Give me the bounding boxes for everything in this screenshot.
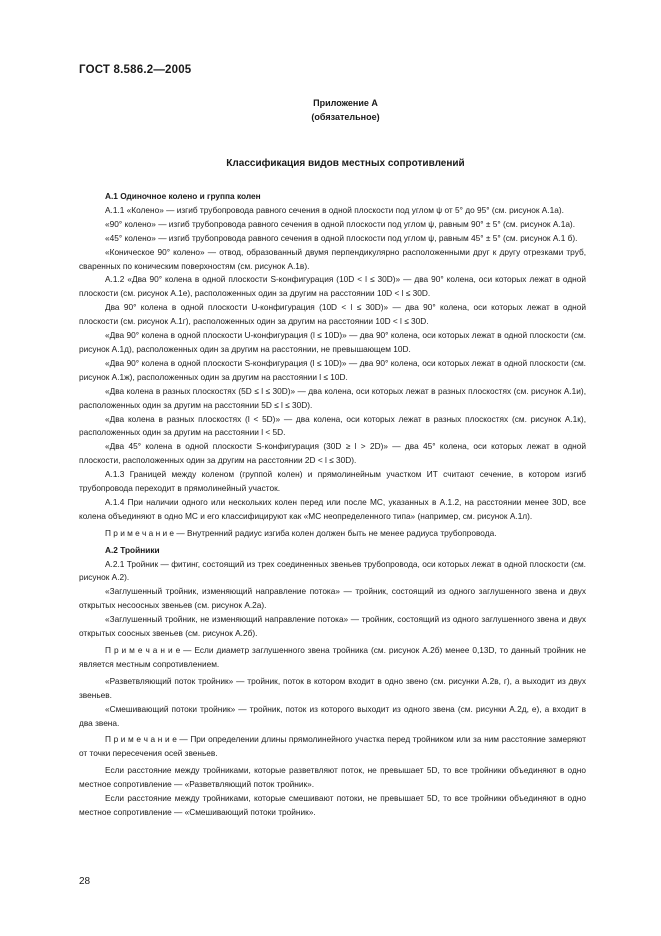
paragraph: Если расстояние между тройниками, которые смешивают потоки, не превышает 5D, то все тройники объединяют в одно местное сопротивление — «Смешивающий потоки тройник». (79, 793, 586, 817)
paragraph: «Два колена в разных плоскостях (l < 5D)» — два колена, оси которых лежат в разных плоскостях (см. рисунок А.1к), расположенных один за другим на расстоянии l < 5D. (79, 413, 586, 438)
appendix-subtitle: (обязательное) (311, 112, 380, 122)
paragraph: А.1.3 Границей между коленом (группой колен) и прямолинейным участком ИТ считают сечение, в котором изгиб трубопровода переходит в прямолинейный участок. (79, 469, 586, 494)
page-number: 28 (79, 876, 91, 887)
paragraph: «Заглушенный тройник, не изменяющий направление потока» — тройник, состоящий из одного заглушенного звена и двух открытых соосных звеньев (см. рисунок А.2б). (79, 614, 586, 639)
paragraph: А.1.1 «Колено» — изгиб трубопровода равного сечения в одной плоскости под углом ψ от 5° до 95° (см. рисунок А.1а). (105, 204, 564, 215)
paragraph: «Два 90° колена в одной плоскости S-конфигурация (l ≤ 10D)» — два 90° колена, оси которых лежат в одной плоскости (см. рисунок А.1ж), расположенных один за другим на расстоянии l ≤ 10D. (79, 357, 586, 382)
section-heading: А.1 Одиночное колено и группа колен (105, 191, 261, 201)
note: П р и м е ч а н и е — При определении длины прямолинейного участка перед тройником или за ним расстояние замеряют от точки пересечения осей звеньев. (79, 734, 586, 759)
page-title: Классификация видов местных сопротивлений (226, 158, 465, 169)
paragraph: «Смешивающий потоки тройник» — тройник, поток из которого выходит из одного звена (см. рисунки А.2д, е), а входит в два звена. (79, 703, 586, 728)
paragraph: А.1.4 При наличии одного или нескольких колен перед или после МС, указанных в А.1.2, на расстоянии менее 30D, все колена объединяют в одно МС и его классифицируют как «МС неопределенного типа» (например, см. рисунок А.1л). (79, 496, 586, 521)
paragraph: А.1.2 «Два 90° колена в одной плоскости S-конфигурация (10D < l ≤ 30D)» — два 90° колена, оси которых лежат в одной плоскости (см. рисунок А.1е), расположенных один за другим на расстоянии 10D < l ≤ 30D. (79, 274, 586, 299)
paragraph: Если расстояние между тройниками, которые разветвляют поток, не превышает 5D, то все тройники объединяют в одно местное сопротивление — «Разветвляющий поток тройник». (79, 765, 586, 790)
paragraph: «Заглушенный тройник, изменяющий направление потока» — тройник, состоящий из одного заглушенного звена и двух открытых несоосных звеньев (см. рисунок А.2а). (79, 586, 586, 611)
paragraph: «Разветвляющий поток тройник» — тройник, поток в котором входит в одно звено (см. рисунки А.2в, г), а выходит из двух звеньев. (79, 675, 586, 700)
paragraph: «45° колено» — изгиб трубопровода равного сечения в одной плоскости под углом ψ, равным 45° ± 5° (см. рисунок А.1 б). (105, 232, 578, 243)
appendix-heading (0, 96, 661, 124)
section-heading: А.2 Тройники (105, 544, 160, 555)
appendix-title: Приложение А (313, 98, 378, 108)
paragraph: «Два 45° колена в одной плоскости S-конфигурация (30D ≥ l > 2D)» — два 45° колена, оси которых лежат в одной плоскости, расположенных один за другим на расстоянии 2D < l ≤ 30D). (79, 441, 586, 466)
paragraph: Два 90° колена в одной плоскости U-конфигурация (10D < l ≤ 30D)» — два 90° колена, оси которых лежат в одной плоскости (см. рисунок А.1г), расположенных один за другим на расстоянии 10D < l ≤ 30D. (79, 302, 586, 327)
note: П р и м е ч а н и е — Внутренний радиус изгиба колен должен быть не менее радиуса трубопровода. (105, 527, 497, 538)
document-body (79, 190, 586, 820)
paragraph: А.2.1 Тройник — фитинг, состоящий из трех соединенных звеньев трубопровода, оси которых лежат в одной плоскости (см. рисунок А.2). (79, 558, 586, 583)
document-header: ГОСТ 8.586.2—2005 (79, 64, 192, 76)
paragraph: «Два 90° колена в одной плоскости U-конфигурация (l ≤ 10D)» — два 90° колена, оси которых лежат в одной плоскости (см. рисунок А.1д), расположенных один за другим на расстоянии, не превышающем 10D. (79, 330, 586, 354)
paragraph: «90° колено» — изгиб трубопровода равного сечения в одной плоскости под углом ψ, равным 90° ± 5° (см. рисунок А.1а). (105, 218, 576, 229)
paragraph: «Два колена в разных плоскостях (5D ≤ l ≤ 30D)» — два колена, оси которых лежат в разных плоскостях (см. рисунок А.1и), расположенных один за другим на расстоянии 5D ≤ l ≤ 30D). (79, 385, 586, 410)
paragraph: «Коническое 90° колено» — отвод, образованный двумя перпендикулярно расположенными друг к другу отрезками труб, сваренных по коническим поверхностям (см. рисунок А.1в). (79, 246, 586, 271)
note: П р и м е ч а н и е — Если диаметр заглушенного звена тройника (см. рисунок А.2б) менее 0,13D, то данный тройник не является местным сопротивлением. (79, 645, 586, 669)
